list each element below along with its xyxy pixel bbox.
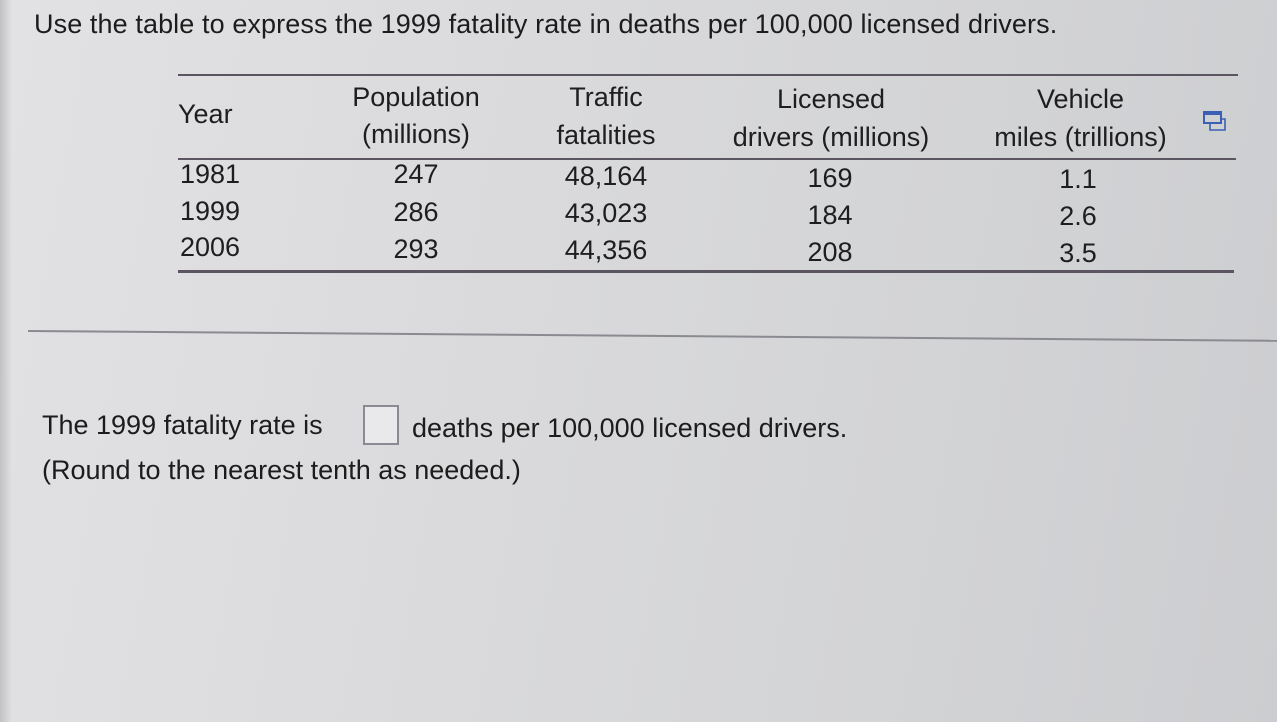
table-cell-year: 2006 (180, 232, 241, 262)
header-vehicle-line1: Vehicle (1036, 84, 1125, 114)
table-cell-year: 1981 (180, 159, 241, 189)
rounding-hint: (Round to the nearest tenth as needed.) (42, 455, 521, 485)
table-cell-drivers: 184 (807, 200, 853, 230)
header-licensed-line1: Licensed (776, 84, 886, 114)
table-cell-year: 1999 (180, 196, 241, 226)
popup-window-icon[interactable] (1203, 110, 1227, 132)
table-bottom-rule (178, 270, 1234, 273)
page-edge-shadow (0, 0, 12, 722)
table-cell-population: 286 (393, 197, 439, 227)
table-cell-vehicle-miles: 1.1 (1059, 164, 1097, 194)
header-population-line1: Population (352, 82, 480, 112)
header-population-line2: (millions) (362, 119, 470, 149)
table-top-rule (178, 74, 1238, 76)
table-cell-fatalities: 43,023 (564, 198, 648, 228)
header-vehicle-line2: miles (trillions) (994, 122, 1167, 152)
header-year: Year (178, 99, 233, 129)
table-cell-population: 247 (393, 159, 439, 189)
header-traffic-line1: Traffic (569, 82, 643, 112)
answer-input[interactable] (363, 405, 399, 445)
header-traffic-line2: fatalities (556, 120, 656, 150)
table-cell-fatalities: 48,164 (564, 161, 648, 191)
question-text: Use the table to express the 1999 fatality rate in deaths per 100,000 licensed drivers. (34, 9, 1058, 39)
table-cell-vehicle-miles: 2.6 (1059, 201, 1097, 231)
header-licensed-line2: drivers (millions) (732, 122, 930, 152)
table-header-rule (178, 158, 1236, 160)
table-cell-population: 293 (393, 234, 439, 264)
table-cell-vehicle-miles: 3.5 (1059, 238, 1097, 268)
table-cell-drivers: 208 (807, 237, 853, 267)
data-table (178, 74, 1238, 274)
answer-prefix: The 1999 fatality rate is (42, 410, 323, 440)
answer-suffix: deaths per 100,000 licensed drivers. (412, 413, 848, 443)
table-cell-drivers: 169 (807, 163, 853, 193)
table-cell-fatalities: 44,356 (564, 235, 648, 265)
